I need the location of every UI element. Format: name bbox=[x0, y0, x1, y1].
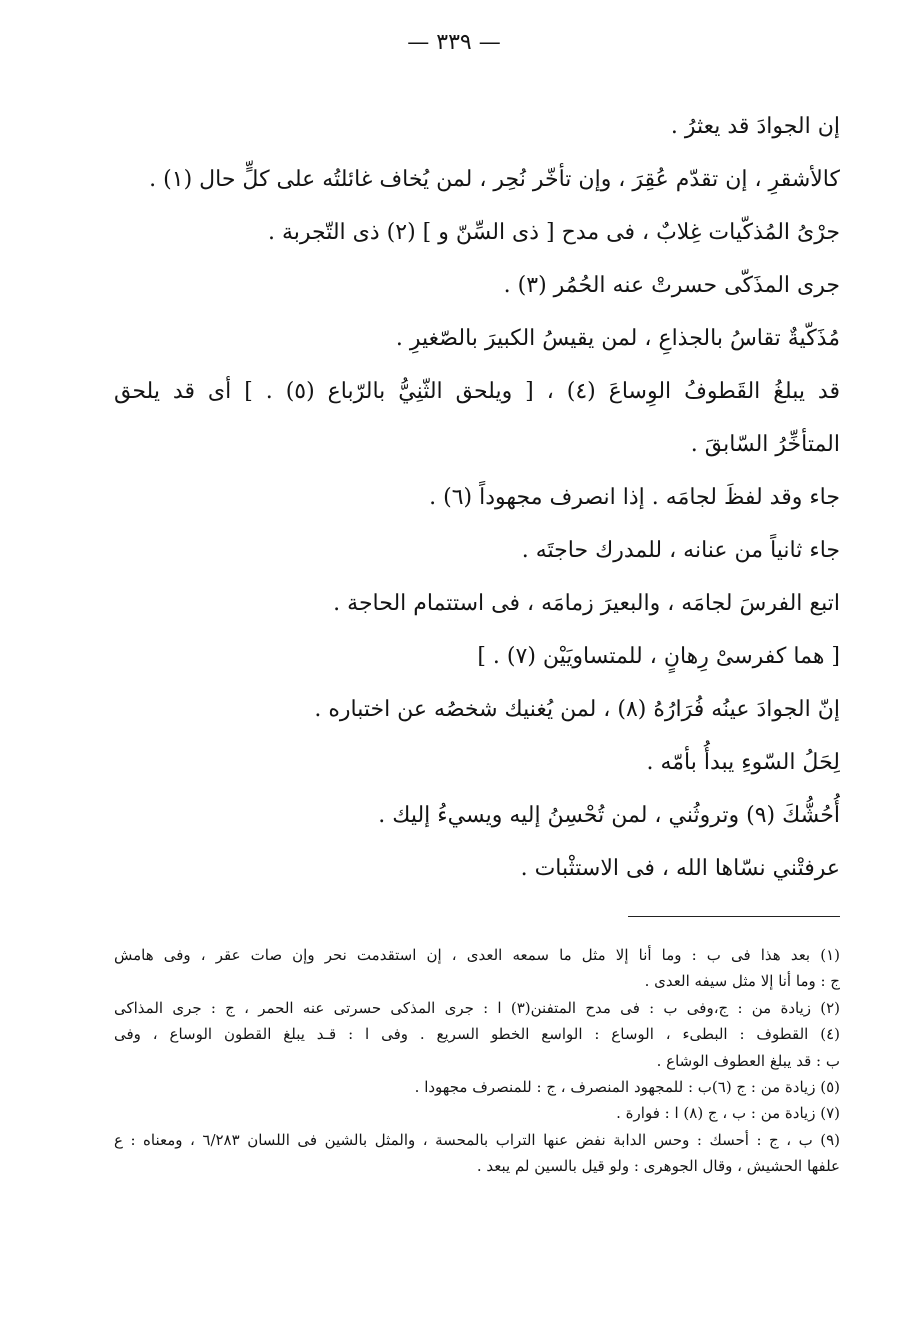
text-line: جاء وقد لفظَ لجامَه . إذا انصرف مجهوداً (٦) . bbox=[429, 485, 840, 510]
page-number: — ٣٣٩ — bbox=[407, 30, 501, 55]
footnote-line: (٤) القطوف : البطىء ، الوساع : الواسع الخطو السريع . وفى ا : قـد يبلغ القطون الوساع ، وفى bbox=[114, 1025, 840, 1044]
text-line: جرْىُ المُذكّيات غِلابٌ ، فى مدح [ ذى السِّنّ و ] (٢) ذى التّجربة . bbox=[267, 220, 840, 245]
footnote-line: علفها الحشيش ، وقال الجوهرى : ولو قيل بالسين لم يبعد . bbox=[476, 1157, 840, 1176]
text-line: اتبع الفرسَ لجامَه ، والبعيرَ زمامَه ، فى استتمام الحاجة . bbox=[333, 591, 840, 616]
footnote-line: (١) بعد هذا فى ب : وما أنا إلا مثل ما سمعه العدى ، إن استقدمت نحر وإن صات عقر ، وفى هامش bbox=[114, 946, 840, 964]
text-line: أُحُشُّكَ (٩) وتروثُني ، لمن تُحْسِنُ إليه ويسيءُ إليك . bbox=[378, 803, 840, 828]
proverbs-text bbox=[114, 100, 840, 895]
text-line: جرى المذَكّى حسرتْ عنه الحُمُر (٣) . bbox=[503, 273, 840, 298]
text-line: إنّ الجوادَ عينُه فُرَارُهُ (٨) ، لمن يُغنيك شخصُه عن اختباره . bbox=[314, 697, 840, 722]
footnote-separator bbox=[628, 916, 840, 917]
footnote-line: (٧) زيادة من : ب ، ج (٨) ا : فوارة . bbox=[616, 1104, 840, 1123]
text-line: المتأخِّرُ السّابقَ . bbox=[690, 432, 840, 457]
footnote-line: (٥) زيادة من : ج (٦)ب : للمجهود المنصرف ، ج : للمنصرف مجهودا . bbox=[414, 1077, 840, 1096]
text-line: عرفتْني نسّاها الله ، فى الاستثْبات . bbox=[520, 856, 840, 881]
footnote-line: ب : قد يبلغ العطوف الوشاع . bbox=[656, 1051, 840, 1070]
footnote-line: (٩) ب ، ج : أحسك : وحس الدابة نفض عنها التراب بالمحسة ، والمثل بالشين فى اللسان ٦/٢٨٣ ، ومعناه : ع bbox=[114, 1130, 840, 1149]
text-line: [ هما كفرسىْ رِهانٍ ، للمتساويَيْن (٧) . ] bbox=[477, 644, 840, 669]
footnotes bbox=[114, 942, 840, 1180]
footnote-line: ج : وما أنا إلا مثل سيفه العدى . bbox=[644, 972, 840, 991]
text-line: إن الجوادَ قد يعثرُ . bbox=[670, 114, 840, 139]
text-line: لِحَلُ السّوءِ يبدأُ بأمّه . bbox=[646, 750, 840, 775]
text-line: مُذَكّيةٌ تقاسُ بالجذاعِ ، لمن يقيسُ الكبيرَ بالصّغيرِ . bbox=[395, 326, 840, 351]
text-line: كالأشقرِ ، إن تقدّم عُقِرَ ، وإن تأخّر نُحِر ، لمن يُخاف غائلتُه على كلٍّ حال (١) . bbox=[149, 167, 840, 192]
footnote-line: (٢) زيادة من : ج،وفى ب : فى مدح المتفنن(٣) ا : جرى المذكى حسرتى عنه الحمر ، ج : جرى المذاكى bbox=[114, 998, 840, 1017]
text-line: قد يبلغُ القَطوفُ الوِساعَ (٤) ، [ ويلحق الثّنِيُّ بالرّباع (٥) . ] أى قد يلحق bbox=[114, 379, 840, 404]
text-line: جاء ثانياً من عنانه ، للمدرك حاجتَه . bbox=[521, 538, 840, 563]
